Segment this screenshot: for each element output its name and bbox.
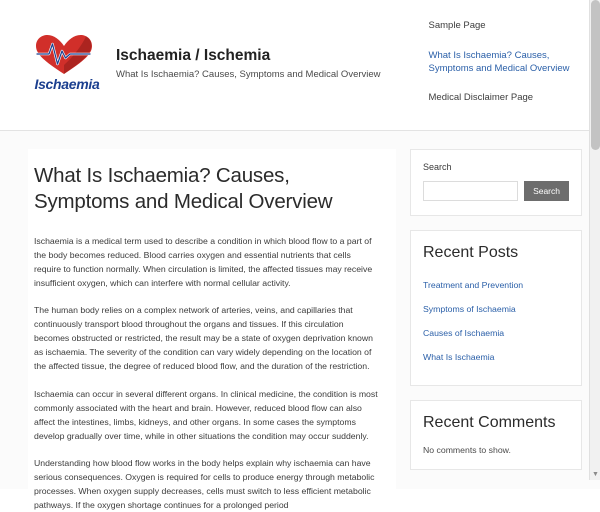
recent-post-link[interactable]: What Is Ischaemia [423,352,495,363]
article-body [34,234,380,512]
search-form [423,181,569,201]
recent-comments-widget [410,400,582,470]
site-branding[interactable] [28,10,381,94]
site-title: Ischaemia / Ischemia [116,46,271,64]
article-paragraph: Ischaemia can occur in several different organs. In clinical medicine, the condition is most commonly associated with the heart and brain. However, reduced blood flow can also affect the intestines, limbs, kidneys, and other organs. In some cases the symptoms develop gradually over time, while in other situations the condition may occur suddenly. [34,388,378,441]
nav-item-sample-page[interactable]: Sample Page [428,20,486,31]
list-item [423,299,569,317]
site-tagline: What Is Ischaemia? Causes, Symptoms and Medical Overview [116,69,381,81]
recent-post-link[interactable]: Symptoms of Ischaemia [423,304,516,315]
recent-posts-widget [410,230,582,386]
article-content [28,149,396,511]
site-logo [28,32,106,94]
nav-item-medical-disclaimer[interactable]: Medical Disclaimer Page [428,92,534,104]
logo-wordmark: Ischaemia [34,76,100,92]
primary-navigation [429,10,586,122]
recent-posts-list [423,275,569,365]
heart-ecg-icon [34,34,94,76]
recent-post-link[interactable]: Treatment and Prevention [423,280,524,291]
recent-posts-title: Recent Posts [423,244,519,262]
article-paragraph: Ischaemia is a medical term used to describe a condition in which blood flow to a part of the body becomes reduced. Blood carries oxygen and essential nutrients that cells require to function normally. When circulation is limited, the affected tissues may receive insufficient oxygen, which can interfere with normal cellular activity. [34,235,373,288]
list-item [423,347,569,365]
page-body [0,131,600,511]
nav-item-what-is-ischaemia[interactable]: What Is Ischaemia? Causes, Symptoms and Medical Overview [428,49,570,74]
search-widget [410,149,582,216]
search-widget-title: Search [423,162,452,173]
list-item [423,275,569,293]
article-paragraph: The human body relies on a complex network of arteries, veins, and capillaries that continuously transport blood throughout the organs and tissues. If this circulation becomes obstructed or restricted, the result may be a state of oxygen deprivation known as ischaemia. The severity of the condition can vary widely depending on the location of the affected tissue, the degree of reduced blood flow, and the duration of the restriction. [34,305,373,372]
recent-comments-empty: No comments to show. [423,445,511,456]
article-paragraph: Understanding how blood flow works in the body helps explain why ischaemia can have serious consequences. Oxygen is required for cells to produce energy through metabolic processes. When oxygen supply decreases, cells must switch to less efficient metabolic pathways. If the oxygen shortage continues for a prolonged period [34,457,375,511]
list-item [423,323,569,341]
recent-post-link[interactable]: Causes of Ischaemia [423,328,505,339]
scrollbar-thumb[interactable] [591,0,600,150]
search-input[interactable] [423,181,518,201]
recent-comments-title: Recent Comments [423,414,556,432]
page-title: What Is Ischaemia? Causes, Symptoms and Medical Overview [34,164,333,214]
site-header [0,0,600,130]
sidebar [410,149,582,489]
scroll-down-arrow-icon[interactable]: ▼ [592,471,599,478]
search-button[interactable]: Search [524,181,569,201]
page-scrollbar[interactable] [589,0,600,480]
